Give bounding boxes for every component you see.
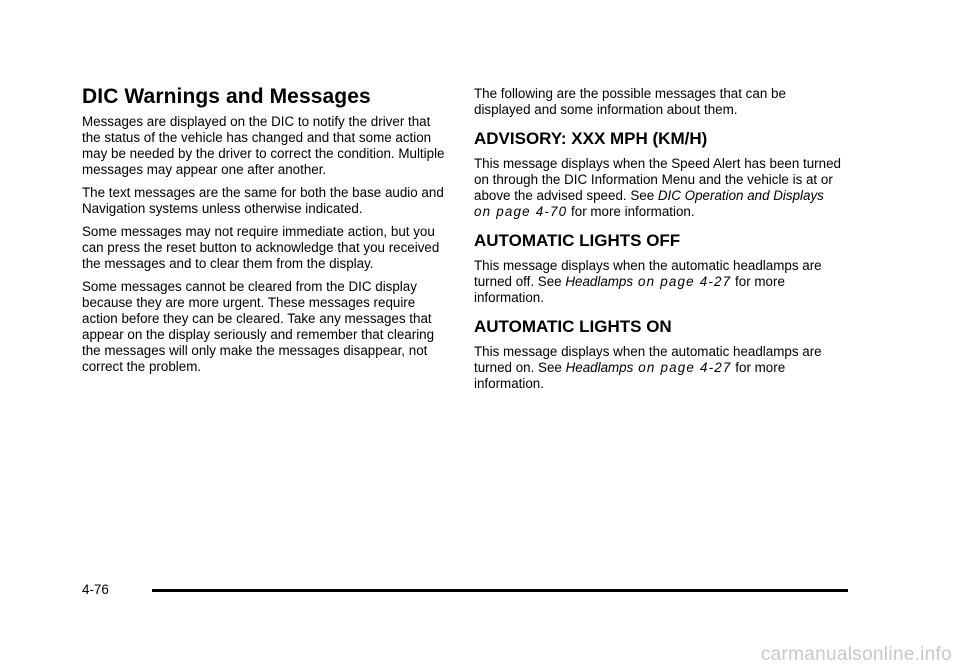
section-text-after: for more information.	[474, 274, 785, 305]
section-text-before: This message displays when the Speed Alert has been turned on through the DIC Information Menu and the vehicle is at or above the advised speed. See	[474, 156, 841, 203]
right-column	[474, 86, 846, 402]
paragraph-4: Some messages cannot be cleared from the DIC display because they are more urgent. These messages require action before they can be cleared. Take any messages that appear on the display seriously and remember that clearing the messages will only make the messages disappear, not correct the problem.	[82, 279, 435, 374]
section-text-before: This message displays when the automatic headlamps are turned off. See	[474, 258, 822, 289]
left-column	[82, 84, 448, 382]
section-text-before: This message displays when the automatic headlamps are turned on. See	[474, 344, 822, 375]
section-heading-advisory: ADVISORY: XXX MPH (KM/H)	[474, 129, 708, 148]
page-reference[interactable]: on page 4-27	[633, 360, 732, 375]
page-reference[interactable]: on page 4-27	[633, 274, 732, 289]
section-text-after: for more information.	[567, 204, 695, 219]
paragraph-2: The text messages are the same for both the base audio and Navigation systems unless otherwise indicated.	[82, 185, 444, 216]
cross-reference-link[interactable]: DIC Operation and Displays	[657, 188, 824, 203]
cross-reference-link[interactable]: Headlamps	[565, 360, 634, 375]
section-text-lights-off	[474, 258, 846, 306]
section-heading-lights-on: AUTOMATIC LIGHTS ON	[474, 317, 672, 336]
section-heading-lights-off: AUTOMATIC LIGHTS OFF	[474, 231, 681, 250]
footer-rule	[152, 589, 848, 592]
section-text-advisory	[474, 156, 846, 220]
page-title: DIC Warnings and Messages	[82, 85, 371, 108]
page-reference[interactable]: on page 4-70	[474, 204, 568, 219]
paragraph-1: Messages are displayed on the DIC to notify the driver that the status of the vehicle has changed and that some action may be needed by the driver to correct the condition. Multiple messages may appear one after another.	[82, 114, 445, 177]
paragraph-3: Some messages may not require immediate action, but you can press the reset button to acknowledge that you received the messages and to clear them from the display.	[82, 224, 440, 271]
intro-paragraph: The following are the possible messages that can be displayed and some information about them.	[474, 86, 786, 117]
watermark: carmanualsonline.info	[760, 644, 952, 665]
section-text-lights-on	[474, 344, 846, 392]
cross-reference-link[interactable]: Headlamps	[565, 274, 634, 289]
section-text-after: for more information.	[474, 360, 786, 391]
page-number: 4-76	[82, 582, 109, 597]
